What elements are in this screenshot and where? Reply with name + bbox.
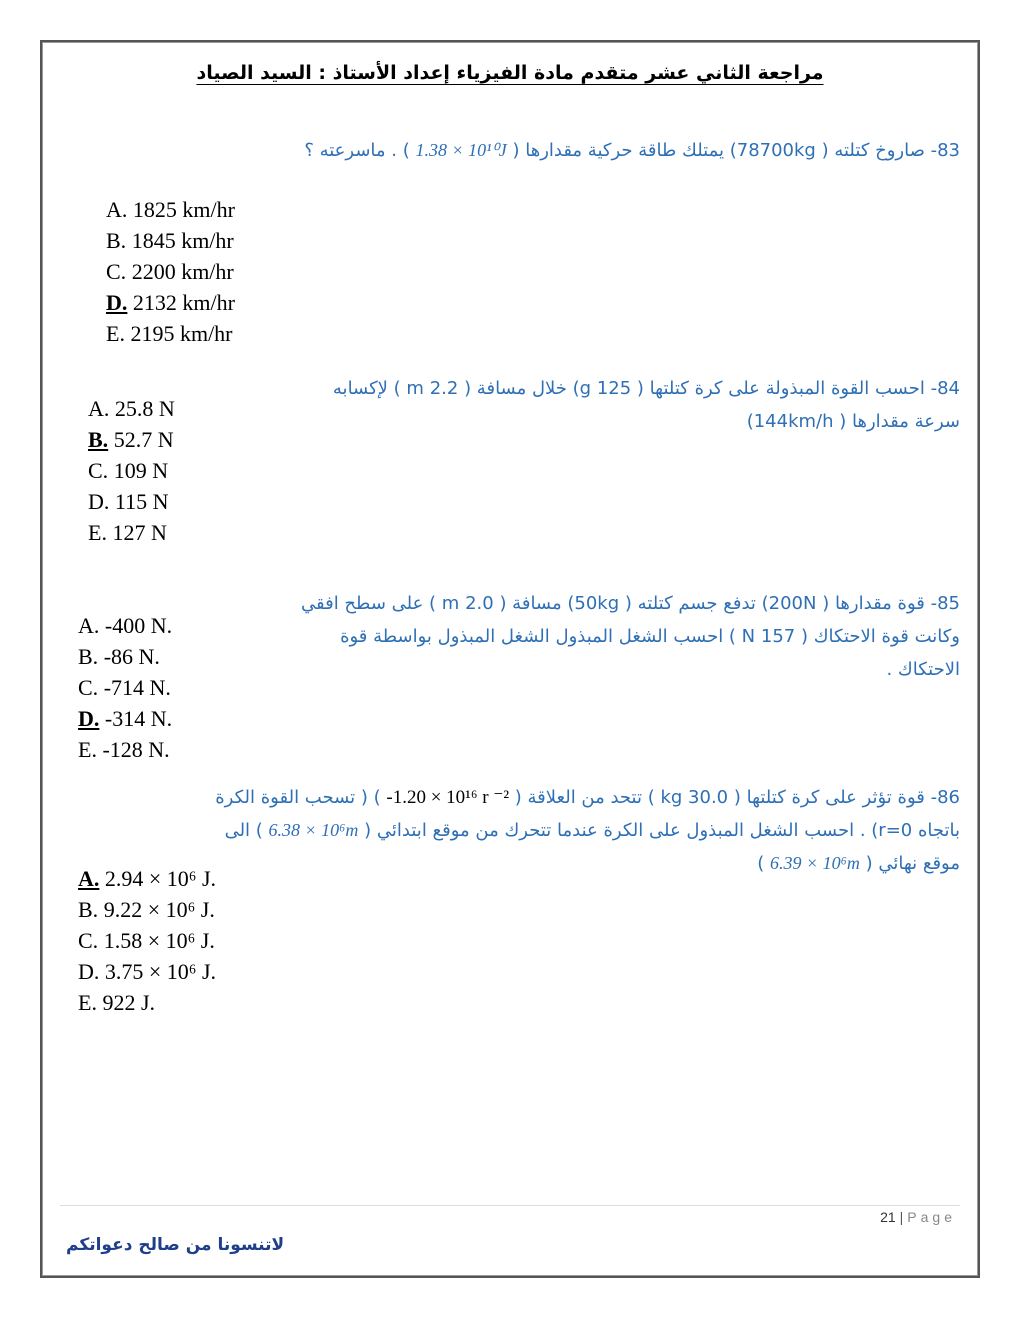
question-84-line-1: 84- احسب القوة المبذولة على كرة كتلتها ( 125 g) خلال مسافة ( 2.2 m ) لإكسابه bbox=[332, 378, 960, 399]
option-value: 2200 km/hr bbox=[131, 259, 234, 284]
question-86-text: 86- قوة تؤثر على كرة كتلتها ( 30.0 kg ) تتحد من العلاقة ( bbox=[514, 787, 960, 808]
option-row-correct bbox=[106, 287, 235, 318]
option-value: -400 N. bbox=[104, 613, 173, 638]
option-letter: C. bbox=[88, 458, 109, 483]
option-row bbox=[106, 225, 235, 256]
option-letter: E. bbox=[78, 737, 97, 762]
option-letter-correct: D. bbox=[106, 290, 128, 315]
question-83-text-b: ) . ماسرعته ؟ bbox=[304, 140, 410, 161]
question-86-text: ) الى bbox=[224, 820, 263, 841]
option-letter: C. bbox=[78, 928, 99, 953]
option-letter: D. bbox=[78, 959, 100, 984]
option-value: -86 N. bbox=[103, 644, 160, 669]
option-value: 1845 km/hr bbox=[131, 228, 234, 253]
page-label: Page bbox=[907, 1209, 956, 1225]
option-letter: A. bbox=[78, 613, 100, 638]
final-position: 6.39 × 10⁶m bbox=[769, 853, 860, 873]
option-row bbox=[78, 956, 216, 987]
question-85-line-1: 85- قوة مقدارها ( 200N) تدفع جسم كتلته ( 50kg) مسافة ( 2.0 m ) على سطح افقي bbox=[301, 593, 960, 614]
option-row bbox=[88, 486, 175, 517]
option-value: -128 N. bbox=[102, 737, 170, 762]
page-separator: | bbox=[899, 1209, 904, 1225]
option-letter: B. bbox=[78, 897, 99, 922]
option-value: -314 N. bbox=[104, 706, 173, 731]
option-row-correct bbox=[78, 863, 216, 894]
option-value: 2195 km/hr bbox=[130, 321, 233, 346]
option-value: 9.22 × 10⁶ J. bbox=[103, 897, 215, 922]
option-row bbox=[78, 987, 216, 1018]
page-number bbox=[880, 1209, 956, 1225]
page-number-value: 21 bbox=[880, 1209, 896, 1225]
footer-divider bbox=[60, 1205, 960, 1206]
question-86-text: ) ( تسحب القوة الكرة bbox=[215, 787, 381, 808]
option-row bbox=[78, 641, 172, 672]
question-84-options bbox=[88, 393, 175, 548]
option-row bbox=[106, 194, 235, 225]
option-letter: C. bbox=[78, 675, 99, 700]
option-letter: A. bbox=[88, 396, 110, 421]
option-row bbox=[78, 610, 172, 641]
option-value: 52.7 N bbox=[113, 427, 174, 452]
option-row bbox=[78, 734, 172, 765]
option-letter: A. bbox=[106, 197, 128, 222]
option-letter-correct: A. bbox=[78, 866, 100, 891]
question-86-options bbox=[78, 863, 216, 1018]
option-row bbox=[88, 393, 175, 424]
option-row-correct bbox=[78, 703, 172, 734]
option-row-correct bbox=[88, 424, 175, 455]
option-letter: B. bbox=[106, 228, 127, 253]
initial-position: 6.38 × 10⁶m bbox=[268, 820, 359, 840]
option-value: 1825 km/hr bbox=[132, 197, 235, 222]
option-letter-correct: B. bbox=[88, 427, 109, 452]
option-row bbox=[78, 894, 216, 925]
question-85-line-2: وكانت قوة الاحتكاك ( 157 N ) احسب الشغل المبذول الشغل المبذول بواسطة قوة bbox=[340, 626, 960, 647]
option-value: 127 N bbox=[112, 520, 167, 545]
option-letter: E. bbox=[78, 990, 97, 1015]
question-83 bbox=[60, 134, 960, 167]
option-row bbox=[88, 517, 175, 548]
question-83-text-a: 83- صاروخ كتلته ( 78700kg) يمتلك طاقة حركية مقدارها ( bbox=[512, 140, 960, 161]
question-86-line-2 bbox=[60, 814, 960, 847]
option-value: 115 N bbox=[114, 489, 169, 514]
option-value: 109 N bbox=[113, 458, 169, 483]
question-83-math: 1.38 × 10¹⁰J bbox=[415, 140, 507, 160]
option-row bbox=[78, 672, 172, 703]
option-value: 25.8 N bbox=[114, 396, 175, 421]
question-86-text: باتجاه r=0) . احسب الشغل المبذول على الكرة عندما تتحرك من موقع ابتدائي ( bbox=[364, 820, 960, 841]
question-85 bbox=[200, 587, 960, 686]
option-row bbox=[106, 318, 235, 349]
question-85-line-3: الاحتكاك . bbox=[886, 659, 960, 680]
question-84-line-2: سرعة مقدارها ( 144km/h) bbox=[746, 411, 960, 432]
option-row bbox=[106, 256, 235, 287]
option-row bbox=[88, 455, 175, 486]
option-letter: B. bbox=[78, 644, 99, 669]
option-letter: C. bbox=[106, 259, 127, 284]
question-86-line-1 bbox=[60, 781, 960, 814]
option-row bbox=[78, 925, 216, 956]
force-equation: -1.20 × 10¹⁶ r ⁻² bbox=[386, 787, 510, 808]
option-value: 3.75 × 10⁶ J. bbox=[104, 959, 217, 984]
option-value: 1.58 × 10⁶ J. bbox=[103, 928, 215, 953]
option-value: 2132 km/hr bbox=[132, 290, 235, 315]
question-84 bbox=[240, 372, 960, 438]
page-title: مراجعة الثاني عشر متقدم مادة الفيزياء إعداد الأستاذ : السيد الصياد bbox=[196, 62, 824, 84]
closing-note: لاتنسونا من صالح دعواتكم bbox=[66, 1235, 285, 1255]
option-letter: D. bbox=[88, 489, 110, 514]
option-value: 2.94 × 10⁶ J. bbox=[104, 866, 217, 891]
option-value: 922 J. bbox=[102, 990, 156, 1015]
question-86-text: موقع نهائي ( bbox=[865, 853, 960, 874]
option-letter: E. bbox=[106, 321, 125, 346]
question-85-options bbox=[78, 610, 172, 765]
option-value: -714 N. bbox=[103, 675, 171, 700]
option-letter-correct: D. bbox=[78, 706, 100, 731]
question-83-options bbox=[106, 194, 235, 349]
question-86-text: ) bbox=[757, 853, 765, 874]
option-letter: E. bbox=[88, 520, 107, 545]
